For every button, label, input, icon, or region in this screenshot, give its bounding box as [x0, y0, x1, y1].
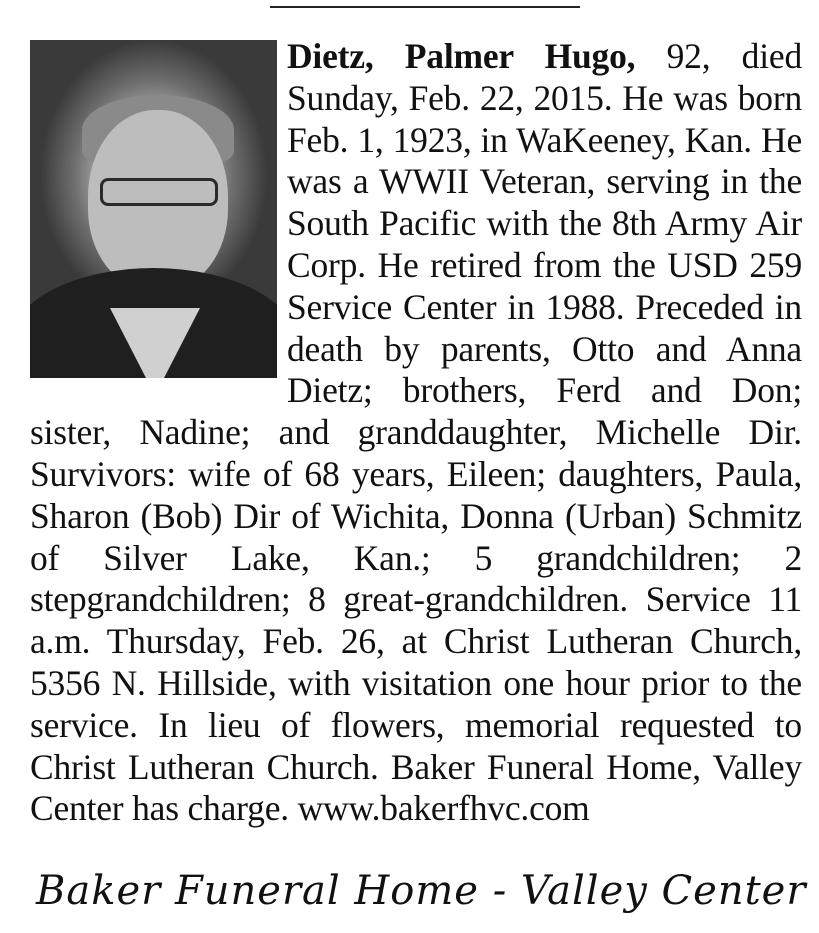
obituary: [30, 36, 802, 830]
funeral-home-signature: Baker Funeral Home - Valley Center: [36, 868, 807, 914]
top-rule: [270, 0, 580, 8]
portrait-photo: [30, 40, 277, 378]
obituary-body: 92, died Sunday, Feb. 22, 2015. He was born Feb. 1, 1923, in WaKeeney, Kan. He was a WWII Veteran, serving in the South Pacific with the 8th Army Air Corp. He retired from the USD 259 Service Center in 1988. Preceded in death by parents, Otto and Anna Dietz; brothers, Ferd and Don; sister, Nadine; and granddaughter, Michelle Dir. Survivors: wife of 68 years, Eileen; daughters, Paula, Sharon (Bob) Dir of Wichita, Donna (Urban) Schmitz of Silver Lake, Kan.; 5 grandchildren; 2 stepgrandchildren; 8 great-grandchildren. Service 11 a.m. Thursday, Feb. 26, at Christ Lutheran Church, 5356 N. Hillside, with visitation one hour prior to the service. In lieu of flowers, memorial requested to Christ Lutheran Church. Baker Funeral Home, Valley Center has charge. www.bakerfhvc.com: [30, 36, 802, 829]
deceased-name: Dietz, Palmer Hugo,: [287, 36, 636, 76]
